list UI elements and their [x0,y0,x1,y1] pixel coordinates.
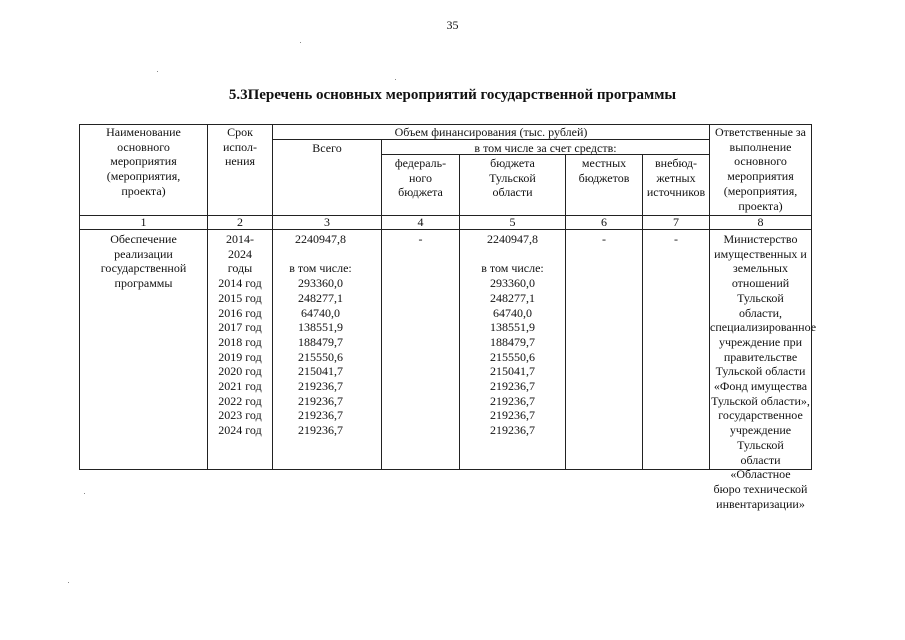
col-number: 5 [509,215,516,229]
header-total: Всего [312,141,342,155]
header-local: местных бюджетов [578,156,630,185]
row-name: Обеспечение реализации государственной программы [100,232,187,291]
col-number: 6 [601,215,607,229]
row-term: 2014- 2024 годы 2014 год 2015 год 2016 год 2017 год 2018 год 2019 год 2020 год 2021 год 2022 год 2023 год 2024 год [218,232,262,438]
header-name: Наименование основного мероприятия (мероприятия, проекта) [106,125,181,198]
col-number: 3 [324,215,330,229]
col-number: 8 [757,215,764,229]
row-local: - [602,232,606,246]
header-funding: Объем финансирования (тыс. рублей) [394,125,588,139]
header-federal: федераль- ного бюджета [394,156,447,200]
col-number: 4 [417,215,424,229]
row-federal: - [418,232,423,246]
scan-speck [300,42,301,43]
col-number: 1 [140,215,147,229]
row-regional: 2240947,8 в том числе: 293360,0 248277,1 64740,0 138551,9 188479,7 215550,6 215041,7 219236,7 219236,7 219236,7 219236,7 [481,232,544,438]
scan-speck [395,79,396,80]
col-number: 2 [237,215,243,229]
scan-speck [68,582,69,583]
row-extrabudget: - [674,232,678,246]
row-total: 2240947,8 в том числе: 293360,0 248277,1 64740,0 138551,9 188479,7 215550,6 215041,7 219236,7 219236,7 219236,7 219236,7 [289,232,352,438]
col-number: 7 [673,215,679,229]
header-extrabudget: внебюд- жетных источников [646,156,706,200]
header-including: в том числе за счет средств: [474,141,617,155]
header-regional: бюджета Тульской области [489,156,536,200]
scan-speck [84,493,85,494]
page-number: 35 [446,18,459,32]
header-term: Срок испол- нения [223,125,257,169]
row-responsible: Министерство имущественных и земельных отношений Тульской области, специализированное учреждение при правительстве Тульской области «Фонд имущества Тульской области», государственное учреждение Тульской области «Областное бюро технической инвентаризации» [710,232,817,511]
section-title: 5.3Перечень основных мероприятий государственной программы [228,87,677,103]
header-responsible: Ответственные за выполнение основного мероприятия (мероприятия, проекта) [714,125,806,213]
scan-speck [157,71,158,72]
